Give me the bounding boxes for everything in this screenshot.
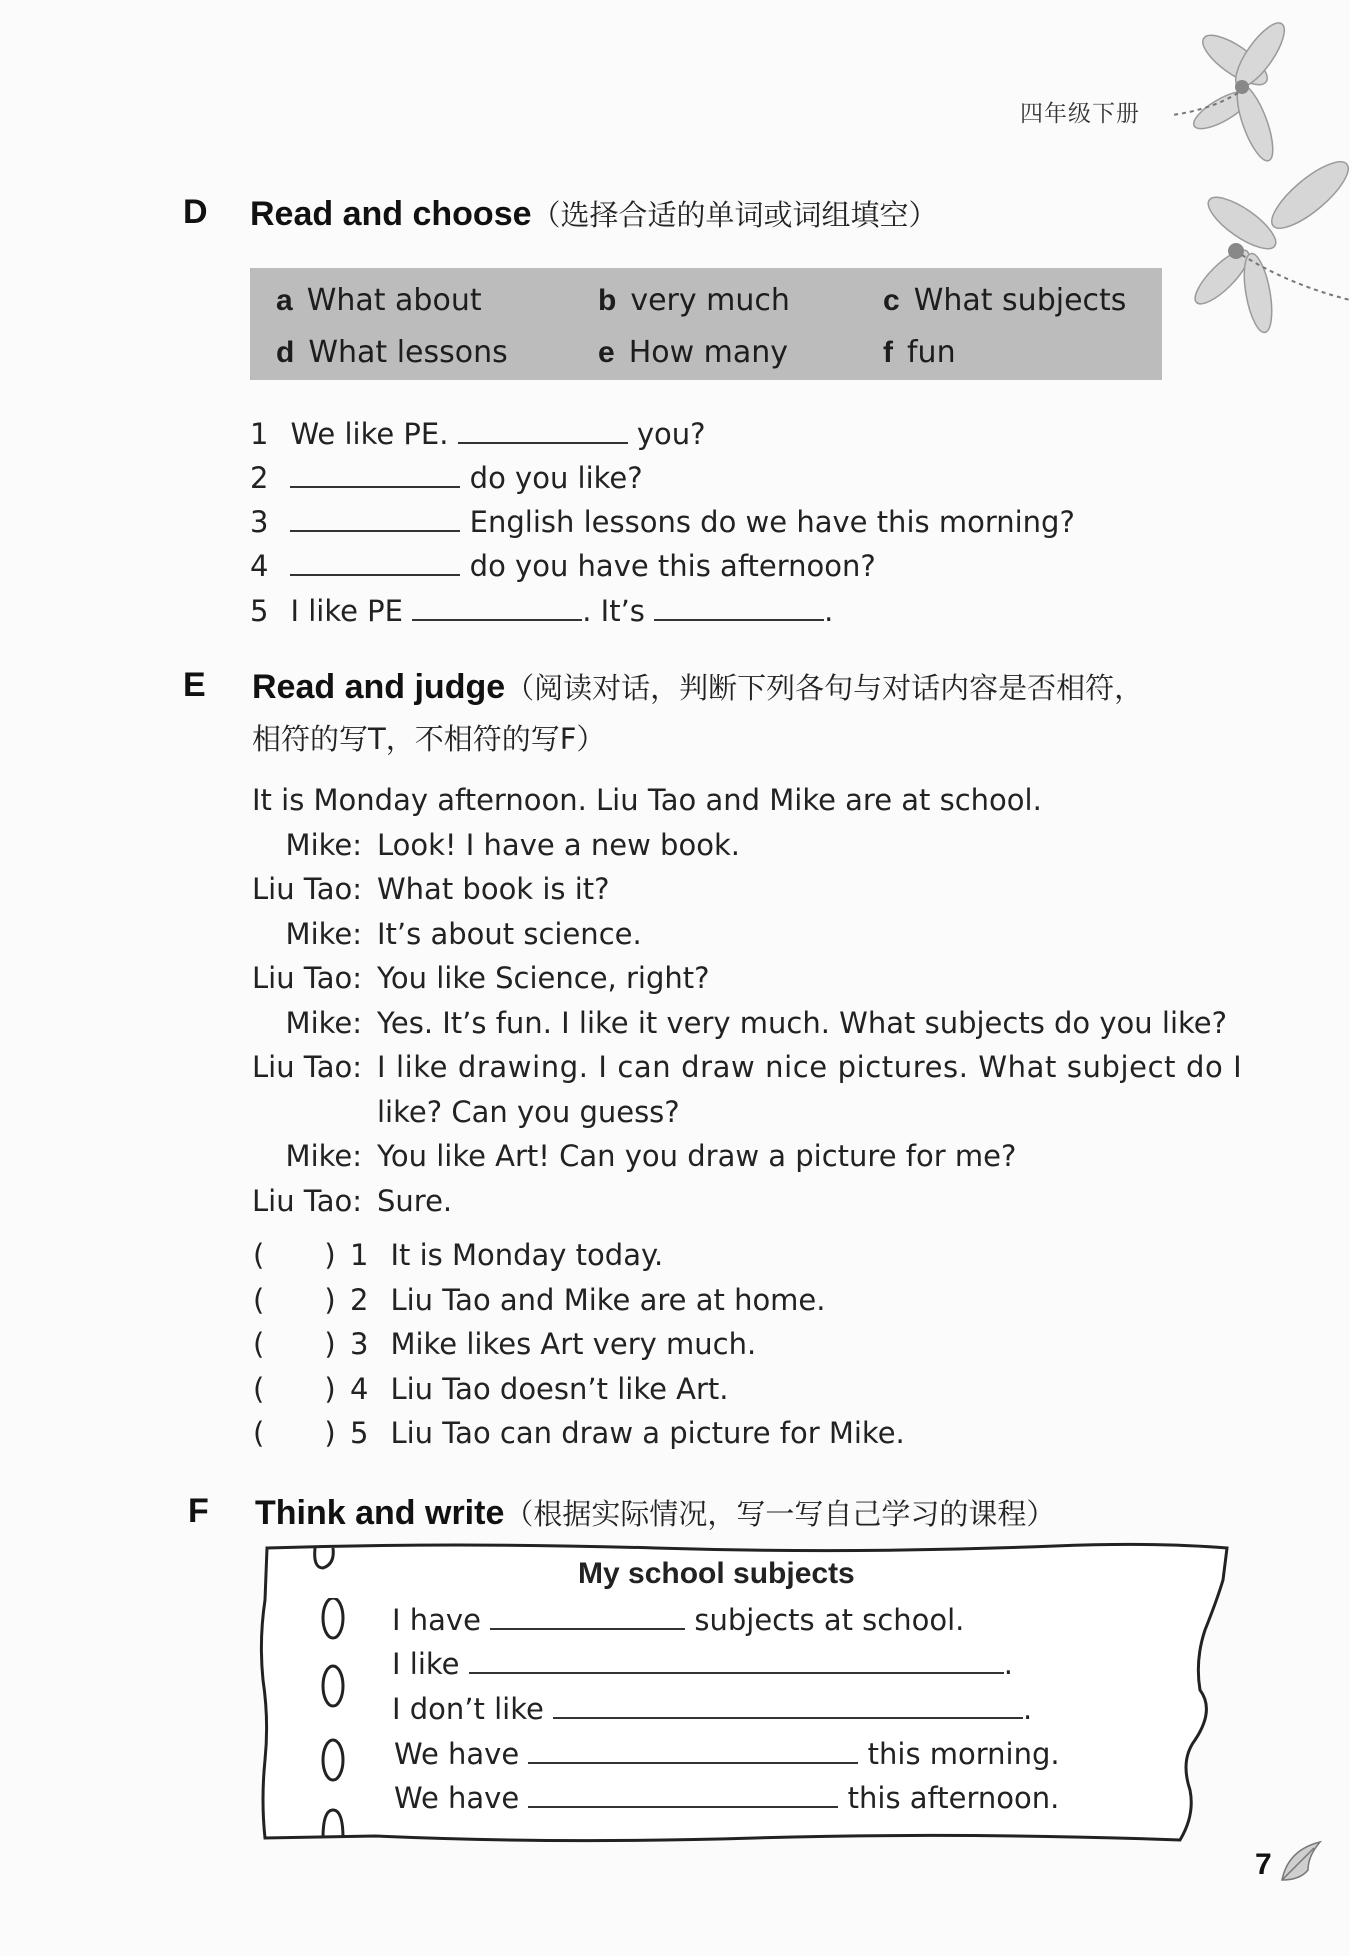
- card-title: My school subjects: [578, 1557, 855, 1590]
- d-item-4: 4 do you have this afternoon?: [250, 549, 876, 583]
- dragonfly-illustration: [1150, 15, 1350, 355]
- write-line-3: I don’t like .: [392, 1692, 1033, 1726]
- section-d-letter: D: [183, 193, 208, 231]
- judgement-answer-slot[interactable]: ( ): [253, 1283, 336, 1317]
- speaker-label: Mike:: [285, 1139, 362, 1173]
- judgement-4: 4 Liu Tao doesn’t like Art.: [350, 1372, 729, 1406]
- answer-blank[interactable]: [528, 1736, 858, 1764]
- d-item-5: 5 I like PE . It’s .: [250, 594, 834, 628]
- section-f-instruction: （根据实际情况，写一写自己学习的课程）: [504, 1497, 1056, 1531]
- dialogue-line: You like Science, right?: [377, 961, 710, 995]
- option-d: d What lessons: [276, 335, 508, 370]
- judgement-answer-slot[interactable]: ( ): [253, 1416, 336, 1450]
- section-f-letter: F: [188, 1492, 209, 1530]
- section-e-instruction-2: 相符的写T，不相符的写F）: [252, 722, 606, 756]
- dialogue-line: Look! I have a new book.: [377, 828, 740, 862]
- speaker-label: Liu Tao:: [252, 1184, 363, 1218]
- option-b: b very much: [598, 283, 790, 318]
- dialogue-line: You like Art! Can you draw a picture for me?: [377, 1139, 1017, 1173]
- answer-blank[interactable]: [412, 593, 582, 621]
- write-line-2: I like .: [392, 1647, 1013, 1681]
- write-line-5: We have this afternoon.: [394, 1781, 1060, 1815]
- judgement-2: 2 Liu Tao and Mike are at home.: [350, 1283, 826, 1317]
- answer-blank[interactable]: [490, 1602, 685, 1630]
- judgement-answer-slot[interactable]: ( ): [253, 1327, 336, 1361]
- speaker-label: Mike:: [285, 828, 362, 862]
- grade-label: 四年级下册: [1020, 101, 1140, 127]
- answer-blank[interactable]: [290, 548, 460, 576]
- section-f-heading: [255, 1492, 1055, 1533]
- judgement-5: 5 Liu Tao can draw a picture for Mike.: [350, 1416, 905, 1450]
- page-number: 7: [1255, 1848, 1272, 1881]
- section-d-instruction: （选择合适的单词或词组填空）: [531, 198, 938, 232]
- section-e-title: Read and judge: [252, 668, 506, 706]
- answer-blank[interactable]: [528, 1780, 838, 1808]
- option-a: a What about: [276, 283, 482, 318]
- answer-blank[interactable]: [290, 504, 460, 532]
- section-d-title: Read and choose: [250, 195, 532, 233]
- section-e-letter: E: [183, 666, 206, 704]
- dialogue-line: Sure.: [377, 1184, 453, 1218]
- option-c: c What subjects: [883, 283, 1127, 318]
- speaker-label: Liu Tao:: [252, 872, 363, 906]
- option-e: e How many: [598, 335, 789, 370]
- binder-rings: [318, 1598, 348, 1838]
- write-line-4: We have this morning.: [394, 1737, 1060, 1771]
- dialogue-line: What book is it?: [377, 872, 610, 906]
- d-item-3: 3 English lessons do we have this morning?: [250, 505, 1075, 539]
- speaker-label: Mike:: [285, 1006, 362, 1040]
- answer-blank[interactable]: [469, 1646, 1004, 1674]
- d-item-1: 1 We like PE. you?: [250, 417, 706, 451]
- write-line-1: I have subjects at school.: [392, 1603, 965, 1637]
- judgement-3: 3 Mike likes Art very much.: [350, 1327, 757, 1361]
- answer-blank[interactable]: [290, 460, 460, 488]
- judgement-answer-slot[interactable]: ( ): [253, 1372, 336, 1406]
- option-f: f fun: [883, 335, 956, 370]
- d-item-2: 2 do you like?: [250, 461, 643, 495]
- dialogue-line: like? Can you guess?: [377, 1095, 680, 1129]
- answer-blank[interactable]: [458, 416, 628, 444]
- judgement-answer-slot[interactable]: ( ): [253, 1238, 336, 1272]
- leaf-icon: [1278, 1840, 1324, 1884]
- section-f-title: Think and write: [255, 1494, 505, 1532]
- answer-blank[interactable]: [654, 593, 824, 621]
- answer-blank[interactable]: [553, 1691, 1023, 1719]
- dialogue-line: It’s about science.: [377, 917, 642, 951]
- section-e-instruction-1: （阅读对话，判断下列各句与对话内容是否相符，: [505, 671, 1144, 705]
- section-d-heading: [250, 193, 938, 234]
- speaker-label: Liu Tao:: [252, 961, 363, 995]
- judgement-1: 1 It is Monday today.: [350, 1238, 664, 1272]
- dialogue-line: Yes. It’s fun. I like it very much. What subjects do you like?: [377, 1006, 1228, 1040]
- dialogue-line: I like drawing. I can draw nice pictures. What subject do I: [377, 1050, 1243, 1084]
- section-e-heading: [252, 666, 1143, 707]
- speaker-label: Mike:: [285, 917, 362, 951]
- speaker-label: Liu Tao:: [252, 1050, 363, 1084]
- dialogue-intro: It is Monday afternoon. Liu Tao and Mike are at school.: [252, 783, 1042, 817]
